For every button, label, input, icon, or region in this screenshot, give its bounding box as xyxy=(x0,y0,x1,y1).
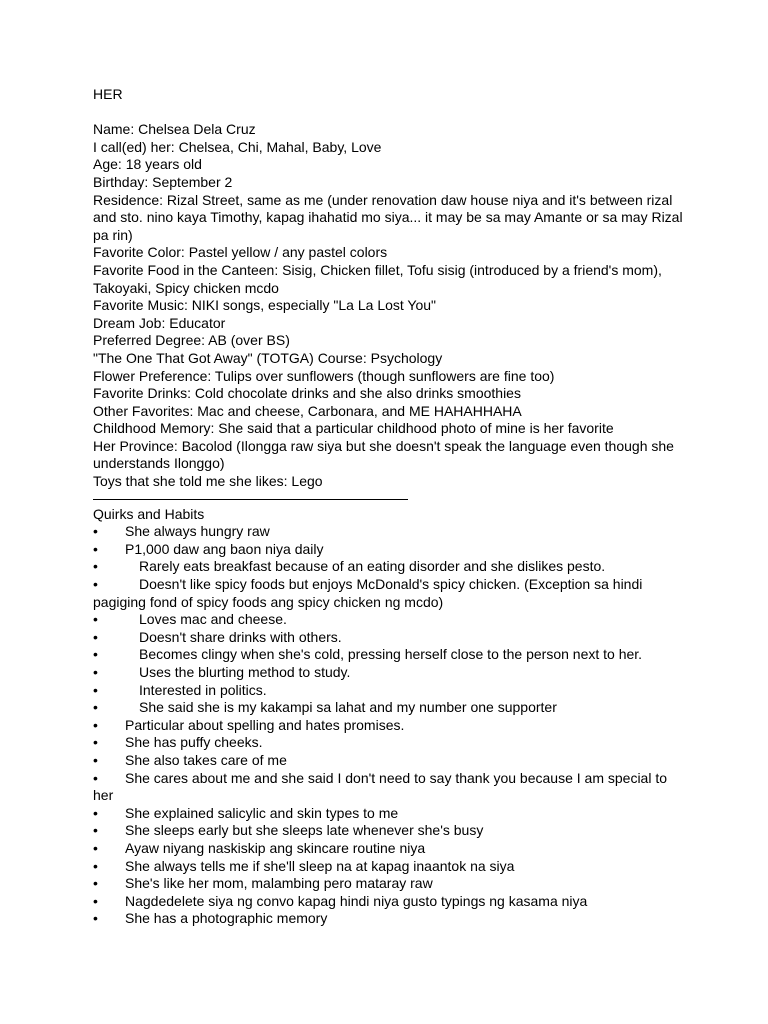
list-item-text: Nagdedelete siya ng convo kapag hindi niya gusto typings ng kasama niya xyxy=(125,892,588,909)
bullet-marker: • xyxy=(93,664,98,680)
bullet-marker: • xyxy=(93,646,98,663)
profile-childhood-memory: Childhood Memory: She said that a particular childhood photo of mine is her favorite xyxy=(93,420,614,437)
list-item xyxy=(93,646,683,664)
profile-favorite-color: Favorite Color: Pastel yellow / any pastel colors xyxy=(93,244,388,261)
list-item-text: Interested in politics. xyxy=(139,681,267,698)
section-divider xyxy=(93,499,408,500)
list-item-text: She always hungry raw xyxy=(125,523,270,540)
list-item-text: Becomes clingy when she's cold, pressing herself close to the person next to her. xyxy=(139,646,643,663)
quirks-heading: Quirks and Habits xyxy=(93,505,205,522)
list-item-text: She explained salicylic and skin types to me xyxy=(125,804,399,821)
bullet-marker: • xyxy=(93,839,98,856)
bullet-marker: • xyxy=(93,875,98,892)
bullet-marker: • xyxy=(93,699,98,716)
list-item xyxy=(93,858,683,876)
bullet-marker: • xyxy=(93,611,98,628)
profile-nicknames: I call(ed) her: Chelsea, Chi, Mahal, Baby, Love xyxy=(93,138,382,155)
list-item-text: She has a photographic memory xyxy=(125,910,328,927)
list-item xyxy=(93,541,683,559)
list-item xyxy=(93,840,683,858)
bullet-marker: • xyxy=(93,523,98,540)
profile-flower-preference: Flower Preference: Tulips over sunflowers (though sunflowers are fine too) xyxy=(93,367,555,384)
list-item-text: P1,000 daw ang baon niya daily xyxy=(125,540,324,557)
bullet-marker: • xyxy=(93,716,98,733)
list-item xyxy=(93,699,683,717)
list-item xyxy=(93,734,683,752)
list-item-text: Doesn't like spicy foods but enjoys McDonald's spicy chicken. (Exception sa hindi pagiging fond of spicy foods ang spicy chicken ng mcdo) xyxy=(93,576,643,610)
list-item-text: Doesn't share drinks with others. xyxy=(139,628,342,645)
list-item-text: Rarely eats breakfast because of an eating disorder and she dislikes pesto. xyxy=(139,558,606,575)
profile-age: Age: 18 years old xyxy=(93,156,202,173)
list-item-text: She also takes care of me xyxy=(125,751,287,768)
list-item-text: Loves mac and cheese. xyxy=(139,611,287,628)
document-page xyxy=(93,86,683,928)
profile-name: Name: Chelsea Dela Cruz xyxy=(93,121,256,138)
quirks-list xyxy=(93,523,683,928)
list-item-text: Uses the blurting method to study. xyxy=(139,664,351,680)
bullet-marker: • xyxy=(93,822,98,839)
list-item xyxy=(93,770,683,805)
list-item xyxy=(93,523,683,541)
profile-province: Her Province: Bacolod (Ilongga raw siya but she doesn't speak the language even though she understands Ilonggo) xyxy=(93,437,674,472)
profile-birthday: Birthday: September 2 xyxy=(93,173,233,190)
list-item xyxy=(93,629,683,647)
bullet-marker: • xyxy=(93,857,98,874)
bullet-marker: • xyxy=(93,576,98,593)
list-item-text: Ayaw niyang naskiskip ang skincare routine niya xyxy=(125,839,426,856)
profile-dream-job: Dream Job: Educator xyxy=(93,314,226,331)
list-item xyxy=(93,682,683,700)
bullet-marker: • xyxy=(93,751,98,768)
bullet-marker: • xyxy=(93,628,98,645)
profile-toys: Toys that she told me she likes: Lego xyxy=(93,473,323,490)
bullet-marker: • xyxy=(93,734,98,751)
document-title: HER xyxy=(93,86,123,102)
bullet-marker: • xyxy=(93,769,98,786)
list-item xyxy=(93,752,683,770)
bullet-marker: • xyxy=(93,681,98,698)
profile-totga-course: "The One That Got Away" (TOTGA) Course: Psychology xyxy=(93,349,443,366)
list-item-text: She always tells me if she'll sleep na at kapag inaantok na siya xyxy=(125,857,515,874)
list-item xyxy=(93,893,683,911)
list-item-text: She has puffy cheeks. xyxy=(125,734,263,751)
bullet-marker: • xyxy=(93,910,98,927)
profile-residence: Residence: Rizal Street, same as me (under renovation daw house niya and it's between rizal and sto. nino kaya Timothy, kapag ihahatid mo siya... it may be sa may Amante or sa may Rizal pa rin) xyxy=(93,191,683,243)
bullet-marker: • xyxy=(93,804,98,821)
list-item-text: She's like her mom, malambing pero mataray raw xyxy=(125,875,433,892)
list-item xyxy=(93,558,683,576)
list-item-text: She cares about me and she said I don't need to say thank you because I am special to her xyxy=(93,769,668,804)
list-item-text: She said she is my kakampi sa lahat and my number one supporter xyxy=(139,699,557,716)
list-item xyxy=(93,910,683,928)
list-item xyxy=(93,875,683,893)
list-item xyxy=(93,717,683,735)
list-item xyxy=(93,664,683,682)
list-item xyxy=(93,576,683,611)
profile-favorite-drinks: Favorite Drinks: Cold chocolate drinks and she also drinks smoothies xyxy=(93,385,521,402)
bullet-marker: • xyxy=(93,540,98,557)
profile-favorite-music: Favorite Music: NIKI songs, especially "La La Lost You" xyxy=(93,297,437,314)
list-item-text: Particular about spelling and hates promises. xyxy=(125,716,405,733)
list-item xyxy=(93,611,683,629)
list-item xyxy=(93,805,683,823)
list-item-text: She sleeps early but she sleeps late whenever she's busy xyxy=(125,822,484,839)
bullet-marker: • xyxy=(93,558,98,575)
profile-favorite-food: Favorite Food in the Canteen: Sisig, Chicken fillet, Tofu sisig (introduced by a friend's mom), Takoyaki, Spicy chicken mcdo xyxy=(93,261,662,296)
list-item xyxy=(93,822,683,840)
profile-preferred-degree: Preferred Degree: AB (over BS) xyxy=(93,332,290,349)
profile-section xyxy=(93,121,683,490)
profile-other-favorites: Other Favorites: Mac and cheese, Carbonara, and ME HAHAHHAHA xyxy=(93,402,522,419)
bullet-marker: • xyxy=(93,892,98,909)
